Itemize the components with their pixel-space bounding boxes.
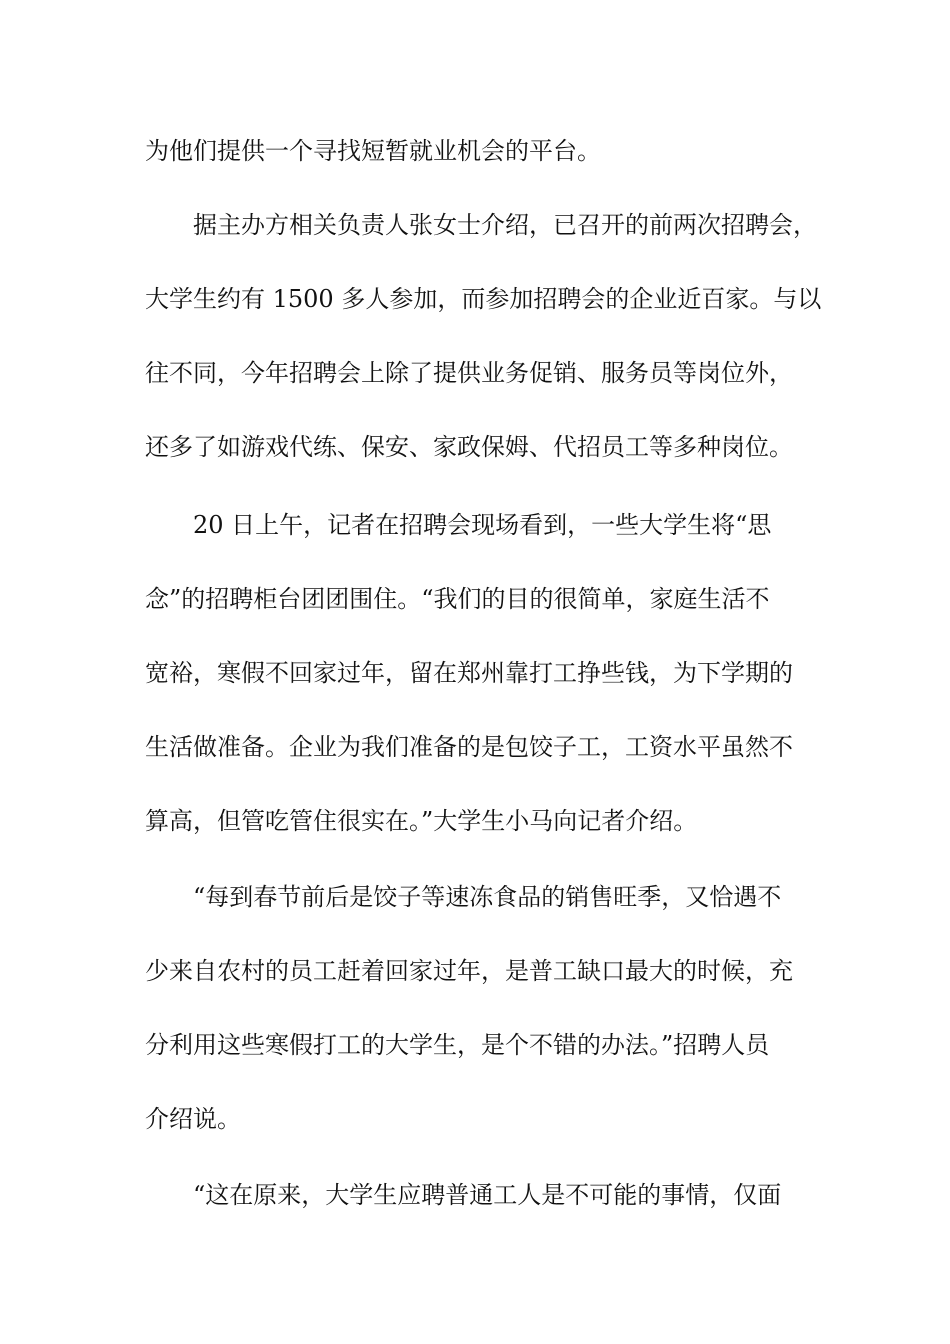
text-line: 往不同，今年招聘会上除了提供业务促销、服务员等岗位外， xyxy=(145,359,793,387)
text-line: 分利用这些寒假打工的大学生，是个不错的办法。”招聘人员 xyxy=(145,1031,770,1059)
text-line: 介绍说。 xyxy=(145,1105,241,1133)
text-line: 宽裕，寒假不回家过年，留在郑州靠打工挣些钱，为下学期的 xyxy=(145,659,793,687)
text-line: 为他们提供一个寻找短暂就业机会的平台。 xyxy=(145,137,601,165)
text-line: 念”的招聘柜台团团围住。“我们的目的很简单，家庭生活不 xyxy=(145,585,770,613)
text-line: 算高，但管吃管住很实在。”大学生小马向记者介绍。 xyxy=(145,807,698,835)
text-line: 少来自农村的员工赶着回家过年，是普工缺口最大的时候，充 xyxy=(145,957,793,985)
paragraph-first-line: “这在原来，大学生应聘普通工人是不可能的事情，仅面 xyxy=(193,1181,782,1209)
text-line: 生活做准备。企业为我们准备的是包饺子工，工资水平虽然不 xyxy=(145,733,793,761)
paragraph-first-line: 据主办方相关负责人张女士介绍，已召开的前两次招聘会， xyxy=(193,211,817,239)
text-line: 还多了如游戏代练、保安、家政保姆、代招员工等多种岗位。 xyxy=(145,433,793,461)
paragraph-first-line: 20 日上午，记者在招聘会现场看到，一些大学生将“思 xyxy=(193,511,772,539)
text-line: 大学生约有 1500 多人参加，而参加招聘会的企业近百家。与以 xyxy=(145,285,822,313)
paragraph-first-line: “每到春节前后是饺子等速冻食品的销售旺季，又恰遇不 xyxy=(193,883,782,911)
